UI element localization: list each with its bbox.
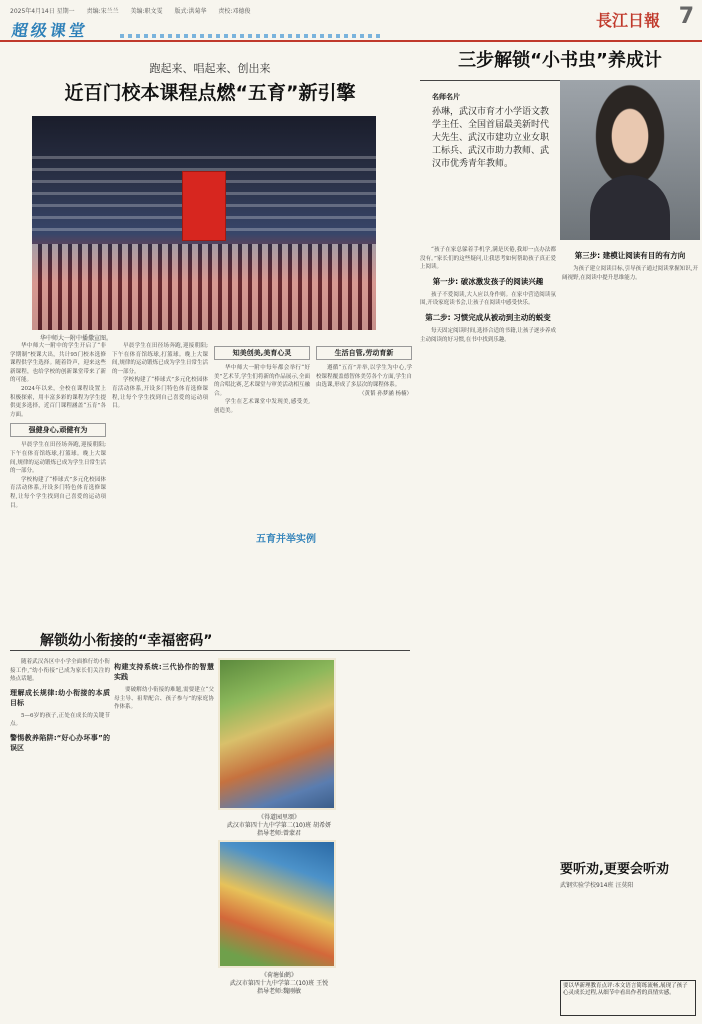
section-title: 超级课堂 xyxy=(10,21,90,40)
student-painting-1 xyxy=(218,658,336,810)
lead-paragraph: 华中师大一附中每年都会举行“好美”艺术节,学生们将新的作品展示,全面的合唱比赛,艺术课堂与审美活动相互融合。 xyxy=(214,365,310,397)
bottom-column-2 xyxy=(114,658,214,1018)
lead-column-1 xyxy=(10,342,106,618)
lead-paragraph: 早晨学生在田径场奔跑,迎接朝阳;下午在体育馆练球,打篮球。晚上大课间,规律的运动锻炼已成为学生日常生活的一部分。 xyxy=(112,343,208,375)
painting-1-teacher: 指导老师:曾蒙君 xyxy=(256,830,302,837)
lead-subheading: 强健身心,顽健有为 xyxy=(10,423,106,437)
flag-shape xyxy=(182,171,226,241)
lead-photo-caption: 华中师大一附中播撒宣图。 xyxy=(40,335,113,342)
right-headline: 三步解锁“小书虫”养成计 xyxy=(458,50,662,71)
lead-subheading: 知美创美,美育心灵 xyxy=(214,346,310,360)
teacher-portrait xyxy=(560,80,700,240)
lead-paragraph: 遵循“五育”并举,以学生为中心,学校课程覆盖德智体美劳各个方面,学生自由选课,形成了多层次的课程体系。 xyxy=(316,365,412,389)
bottom-subheading: 理解成长规律:幼小衔接的本质目标 xyxy=(10,688,110,707)
masthead xyxy=(0,0,702,42)
step-heading: 第一步: 破冰激发孩子的阅读兴趣 xyxy=(432,276,544,286)
page-number: 7 xyxy=(678,4,694,29)
check-credit: 责校:邓德俊 xyxy=(218,8,251,15)
lead-paragraph: 华中师大一附中的学生开启了“非学期制”校课大出，共计95门校本选修课程供学生选择。随着铃声，迎来这些新课程，也给学校的创新课堂带来了新的可能。 xyxy=(10,343,106,384)
newspaper-logo: 長江日報 xyxy=(595,11,660,30)
choir-photo xyxy=(32,116,376,330)
lead-column-4 xyxy=(316,342,412,618)
student-painting-2 xyxy=(218,840,336,968)
right-paragraph: 每天固定阅读时间,选择合适的书籍,让孩子逐步养成主动阅读的好习惯,在书中找到乐趣。 xyxy=(420,327,556,343)
painting-1-credit: 武汉市第四十九中学第二(10)班 胡希妍 xyxy=(226,822,332,829)
lead-column-3 xyxy=(214,342,310,522)
right-paragraph: 为孩子建立阅读目标,引导孩子通过阅读掌握知识,开阔视野,在阅读中提升思维能力。 xyxy=(562,266,698,281)
editor-note-box: 要以华新理教育点评:本文语言简练流畅,展现了孩子心灵成长过程,从细节中看出作者的真情实感。 xyxy=(560,980,696,1016)
stage-floor xyxy=(32,244,376,330)
right-column-2 xyxy=(562,246,698,846)
art-credit: 美编:职文雯 xyxy=(130,8,163,15)
right-paragraph: 孩子不爱阅读,大人应以身作则。在家中营造阅读氛围,开设家庭读书会,让孩子在阅读中感受快乐。 xyxy=(420,291,556,307)
masthead-meta xyxy=(10,6,260,15)
step-heading: 第二步: 习惯完成从被动到主动的蜕变 xyxy=(425,312,551,322)
lead-headline: 近百门校本课程点燃“五育”新引擎 xyxy=(64,82,356,104)
lead-subheading: 生活自管,劳动育新 xyxy=(316,346,412,360)
teacher-bio: 孙琳，武汉市育才小学语文教学主任、全国首届最美新时代大先生、武汉市建功立业女职工标兵、武汉市助力教师、武汉市优秀青年教师。 xyxy=(432,107,550,169)
portrait-body xyxy=(590,175,670,240)
essay-headline: 要听劝,更要会听劝 xyxy=(560,862,669,877)
decorative-bars xyxy=(120,34,380,38)
essay-author: 武钢实验学校914班 汪莫阳 xyxy=(560,882,634,889)
lead-paragraph: 学校构建了“棒球式”多元化校园体育活动体系,开设多门特色体育选修课程,让每个学生找到自己喜爱的运动项目。 xyxy=(112,377,208,410)
lead-paragraph: 早晨学生在田径场奔跑,迎接朝阳;下午在体育馆练球,打篮球。晚上大课间,规律的运动锻炼已成为学生日常生活的一部分。 xyxy=(10,442,106,475)
lead-paragraph: 学生在艺术课堂中发现美,感受美,创造美。 xyxy=(214,399,310,414)
right-column-1 xyxy=(420,246,556,636)
bottom-headline: 解锁幼小衔接的“幸福密码” xyxy=(40,633,213,649)
step-heading: 第三步: 建模让阅读有目的有方向 xyxy=(574,251,686,260)
five-edu-logo: 五育并举实例 xyxy=(256,534,316,545)
painting-1-title: 《得道园里颂》 xyxy=(257,814,300,821)
bottom-paragraph: 5—6岁的孩子,正处在成长的关键节点。 xyxy=(10,712,110,728)
bottom-paragraph: 随着武汉各区中小学全面推行幼小衔接工作,“幼小衔接”已成为家长们关注的热点话题。 xyxy=(10,659,110,683)
lead-column-2 xyxy=(112,342,208,618)
painting-2-teacher: 指导老师:魏刚敏 xyxy=(256,988,302,995)
lead-paragraph: 学校构建了“棒球式”多元化校园体育活动体系,开设多门特色体育选修课程,让每个学生找到自己喜爱的运动项目。 xyxy=(10,476,106,509)
divider xyxy=(10,650,410,651)
bottom-column-1 xyxy=(10,658,110,1018)
editor-credit: 责编:宋兰兰 xyxy=(86,8,119,15)
lead-article xyxy=(10,46,410,326)
lead-kicker: 跑起来、唱起来、创出来 xyxy=(149,62,271,75)
issue-date: 2025年4月14日 星期一 xyxy=(10,8,75,15)
teacher-card-label: 名师名片 xyxy=(432,93,460,101)
lead-author: （黄韬 孙梦涵 杨楠） xyxy=(359,390,412,397)
bottom-subheading: 警惕教养陷阱:“好心办坏事”的误区 xyxy=(10,733,110,752)
right-paragraph: “孩子在家总躲着手机学,满是厌倦,我却一点办法都没有。”家长们的这些疑问,让我思考如何帮助孩子真正爱上阅读。 xyxy=(420,247,556,271)
painting-2-title: 《荷塘仙鹤》 xyxy=(260,972,297,979)
lead-paragraph: 2024年以来，全校在课程设置上积极探索，用丰富多彩的课程为学生提供更多选择，近百门课程涵盖“五育”各方面。 xyxy=(10,385,106,418)
proof-credit: 版式:洪菊华 xyxy=(174,8,207,15)
bottom-paragraph: 要破解幼小衔接的难题,需要建立“父母主导、祖辈配合、孩子参与”的家庭协作体系。 xyxy=(114,687,214,711)
bottom-subheading: 构建支持系统:三代协作的智慧实践 xyxy=(114,663,214,681)
painting-2-credit: 武汉市第四十九中学第二(10)班 王悦 xyxy=(229,980,329,987)
teacher-card xyxy=(420,92,560,242)
